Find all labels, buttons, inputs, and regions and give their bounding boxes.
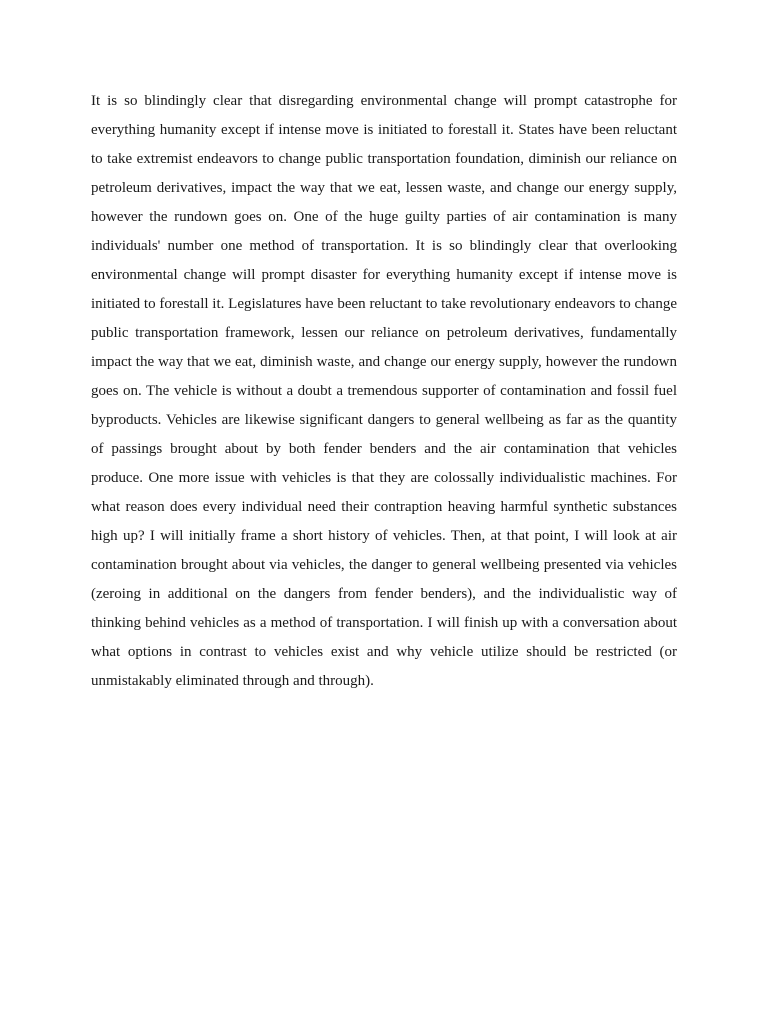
body-paragraph: It is so blindingly clear that disregarding environmental change will prompt catastrophe for everything humanity except if intense move is initiated to forestall it. States have been reluctant to take extremist endeavors to change public transportation foundation, diminish our reliance on petroleum derivatives, impact the way that we eat, lessen waste, and change our energy supply, however the rundown goes on. One of the huge guilty parties of air contamination is many individuals' number one method of transportation. It is so blindingly clear that overlooking environmental change will prompt disaster for everything humanity except if intense move is initiated to forestall it. Legislatures have been reluctant to take revolutionary endeavors to change public transportation framework, lessen our reliance on petroleum derivatives, fundamentally impact the way that we eat, diminish waste, and change our energy supply, however the rundown goes on. The vehicle is without a doubt a tremendous supporter of contamination and fossil fuel byproducts. Vehicles are likewise significant dangers to general wellbeing as far as the quantity of passings brought about by both fender benders and the air contamination that vehicles produce. One more issue with vehicles is that they are colossally individualistic machines. For what reason does every individual need their contraption heaving harmful synthetic substances high up? I will initially frame a short history of vehicles. Then, at that point, I will look at air contamination brought about via vehicles, the danger to general wellbeing presented via vehicles (zeroing in additional on the dangers from fender benders), and the individualistic way of thinking behind vehicles as a method of transportation. I will finish up with a conversation about what options in contrast to vehicles exist and why vehicle utilize should be restricted (or unmistakably eliminated through and through). — [91, 93, 677, 689]
